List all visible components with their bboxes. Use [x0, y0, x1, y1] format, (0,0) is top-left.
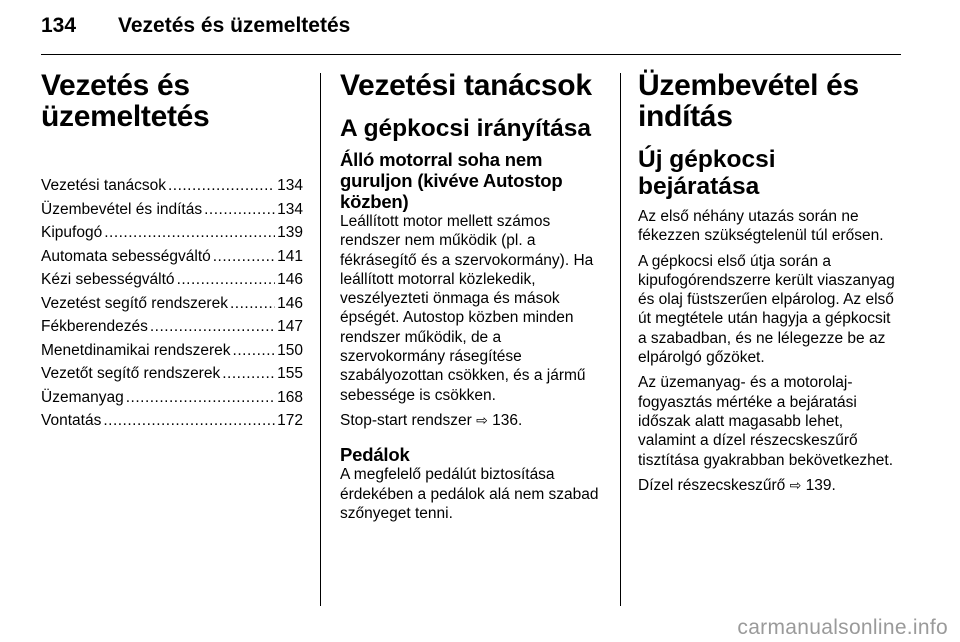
topic-heading: Pedálok: [340, 444, 410, 466]
body-paragraph: A gépkocsi első útja során a kipufogórendszerre került viaszanyag és olaj füstszerűen elpárolog. Az első út megtétele után hagyja a gépkocsit a szabadban, és ne lélegezze be az elpárolgó gőzöket.: [638, 252, 895, 367]
toc-label: Vezetési tanácsok: [41, 177, 166, 194]
toc-item[interactable]: [41, 198, 303, 222]
toc-label: Automata sebességváltó: [41, 247, 211, 265]
toc-leader: [126, 386, 275, 410]
toc-item[interactable]: [41, 339, 303, 363]
toc-page: 141: [277, 247, 303, 265]
toc-page: 134: [277, 177, 303, 194]
toc-page: 146: [277, 271, 303, 288]
toc-page: 139: [277, 224, 303, 241]
body-paragraph: Az üzemanyag- és a motorolaj-fogyasztás mértéke a bejáratási időszak alatt magasabb lehet, valamint a dízel részecskeszűrő tisztítása gyakrabban bekövetkezhet.: [638, 374, 894, 469]
toc-leader: [230, 292, 275, 316]
toc-label: Kipufogó: [41, 224, 103, 241]
toc-leader: [222, 362, 275, 386]
arrow-right-icon: ⇨: [476, 411, 488, 428]
xref-text: Stop-start rendszer: [340, 411, 472, 429]
chapter-title: Vezetés és üzemeltetés: [118, 14, 351, 37]
toc-leader: [103, 409, 275, 433]
toc-page: 150: [277, 341, 303, 359]
toc-column: [41, 70, 303, 433]
header-rule: [41, 54, 901, 55]
toc-item[interactable]: [41, 245, 303, 269]
page-header: [41, 14, 351, 38]
toc-label: Vezetőt segítő rendszerek: [41, 365, 221, 382]
toc-item[interactable]: [41, 315, 303, 339]
toc-page: 172: [277, 412, 303, 429]
arrow-right-icon: ⇨: [789, 476, 802, 493]
toc-leader: [204, 198, 275, 222]
toc-leader: [104, 221, 275, 245]
body-paragraph: A megfelelő pedálút biztosítása érdekében a pedálok alá nem szabad szőnyeget tenni.: [340, 466, 599, 522]
toc-page: 147: [277, 318, 303, 335]
body-paragraph: Leállított motor mellett számos rendszer nem működik (pl. a fékrásegítő és a szervokormány). Ha leállított motorral közlekedik, veszélyezteti önmaga és mások épségét. Autostop közben minden rendszer működik, de a szervokormány rásegítése szabályozottan csökken, és a jármű sebessége is csökken.: [340, 213, 594, 404]
driving-tips-column: [340, 70, 606, 529]
toc-item[interactable]: [41, 362, 303, 386]
body-paragraph: Az első néhány utazás során ne fékezzen szükségtelenül túl erősen.: [638, 208, 884, 245]
toc-label: Üzembevétel és indítás: [41, 200, 203, 218]
toc-label: Menetdinamikai rendszerek: [41, 341, 231, 359]
xref-page: 139.: [805, 476, 836, 494]
toc-item[interactable]: [41, 409, 303, 433]
toc-page: 146: [277, 294, 303, 312]
toc-label: Üzemanyag: [41, 388, 124, 406]
page-number: 134: [41, 14, 77, 37]
toc-item[interactable]: [41, 174, 303, 198]
section-title: Vezetés és üzemeltetés: [41, 69, 210, 133]
watermark-text: carmanualsonline.info: [737, 616, 948, 639]
table-of-contents: [41, 174, 303, 433]
toc-item[interactable]: [41, 292, 303, 316]
subsection-title: Új gépkocsi bejáratása: [638, 146, 776, 200]
xref-page: 136.: [492, 411, 523, 429]
toc-leader: [168, 174, 275, 198]
toc-item[interactable]: [41, 221, 303, 245]
toc-leader: [233, 339, 276, 363]
toc-page: 155: [277, 365, 303, 382]
toc-item[interactable]: [41, 268, 303, 292]
topic-heading: Álló motorral soha nem guruljon (kivéve Autostop közben): [340, 149, 563, 212]
section-title: Üzembevétel és indítás: [638, 69, 859, 133]
toc-page: 168: [277, 388, 303, 406]
toc-label: Vontatás: [41, 412, 102, 429]
column-divider: [620, 73, 621, 606]
section-title: Vezetési tanácsok: [340, 69, 592, 102]
xref-text: Dízel részecskeszűrő: [638, 476, 786, 494]
toc-label: Kézi sebességváltó: [41, 271, 175, 288]
toc-page: 134: [277, 200, 303, 218]
startup-column: [638, 70, 903, 501]
toc-leader: [150, 315, 275, 339]
toc-item[interactable]: [41, 386, 303, 410]
subsection-title: A gépkocsi irányítása: [340, 115, 592, 142]
cross-reference[interactable]: [638, 476, 903, 495]
toc-label: Vezetést segítő rendszerek: [41, 294, 228, 312]
toc-label: Fékberendezés: [41, 318, 148, 335]
toc-leader: [213, 245, 275, 269]
toc-leader: [177, 268, 276, 292]
cross-reference[interactable]: [340, 411, 606, 430]
column-divider: [320, 73, 321, 606]
